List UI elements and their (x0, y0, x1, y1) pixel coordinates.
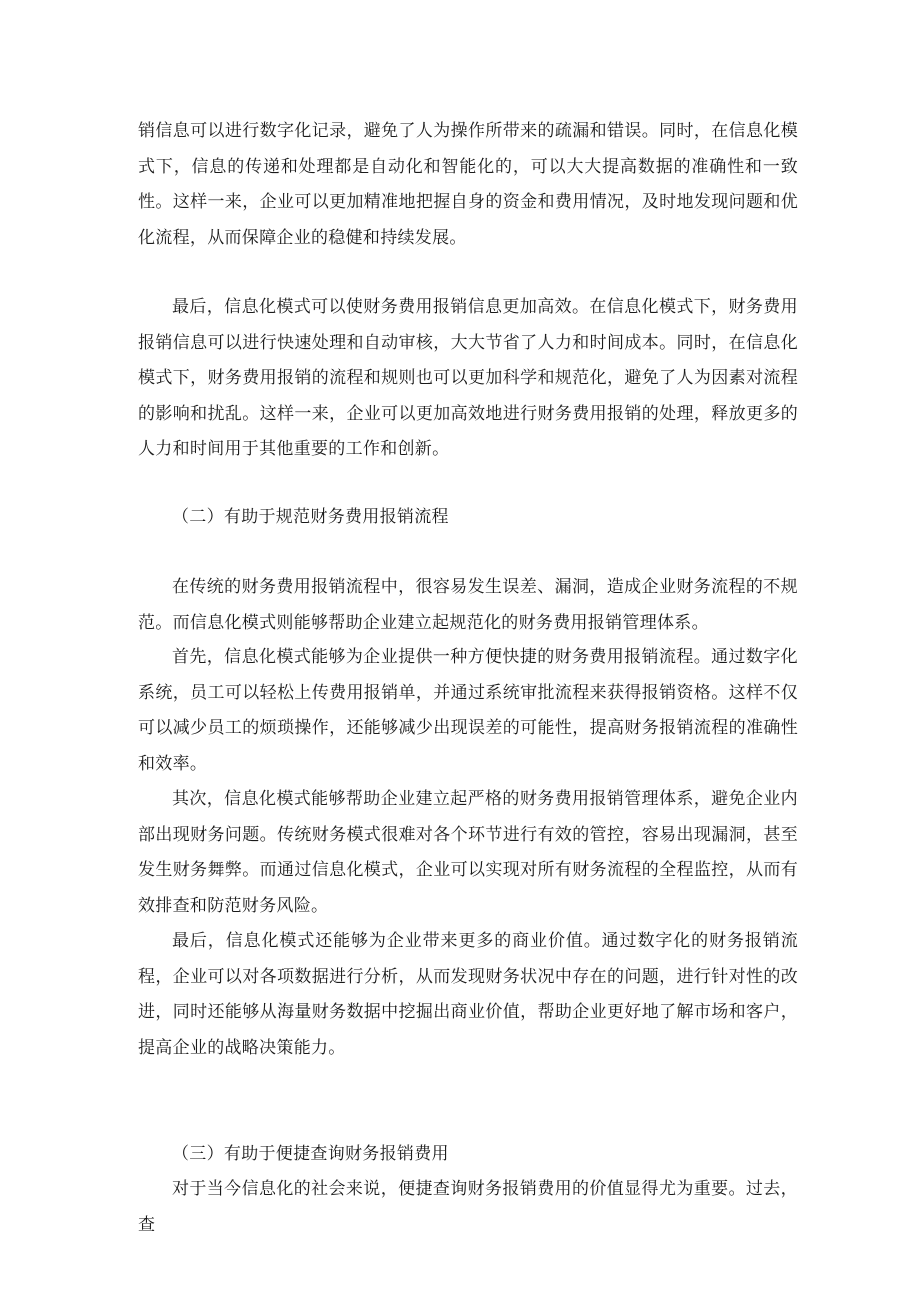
paragraph-traditional-process: 在传统的财务费用报销流程中，很容易发生误差、漏洞，造成企业财务流程的不规范。而信息化模式则能够帮助企业建立起规范化的财务费用报销管理体系。 (138, 577, 798, 633)
paragraph-efficiency: 最后，信息化模式可以使财务费用报销信息更加高效。在信息化模式下，财务费用报销信息可以进行快速处理和自动审核，大大节省了人力和时间成本。同时，在信息化模式下，财务费用报销的流程和规则也可以更加科学和规范化，避免了人为因素对流程的影响和扰乱。这样一来，企业可以更加高效地进行财务费用报销的处理，释放更多的人力和时间用于其他重要的工作和创新。 (138, 297, 798, 459)
section-heading-3: （三）有助于便捷查询财务报销费用 (172, 1144, 449, 1164)
paragraph-second-strict: 其次，信息化模式能够帮助企业建立起严格的财务费用报销管理体系，避免企业内部出现财务问题。传统财务模式很难对各个环节进行有效的管控，容易出现漏洞，甚至发生财务舞弊。而通过信息化模式，企业可以实现对所有财务流程的全程监控，从而有效排查和防范财务风险。 (138, 789, 798, 916)
paragraph-query-intro: 对于当今信息化的社会来说，便捷查询财务报销费用的价值显得尤为重要。过去，查 (138, 1179, 798, 1235)
paragraph-first-convenient: 首先，信息化模式能够为企业提供一种方便快捷的财务费用报销流程。通过数字化系统，员工可以轻松上传费用报销单，并通过系统审批流程来获得报销资格。这样不仅可以减少员工的烦琐操作，还能够减少出现误差的可能性，提高财务报销流程的准确性和效率。 (138, 647, 798, 774)
paragraph-continued-intro: 销信息可以进行数字化记录，避免了人为操作所带来的疏漏和错误。同时，在信息化模式下，信息的传递和处理都是自动化和智能化的，可以大大提高数据的准确性和一致性。这样一来，企业可以更加精准地把握自身的资金和费用情况，及时地发现问题和优化流程，从而保障企业的稳健和持续发展。 (138, 121, 798, 248)
paragraph-finally-value: 最后，信息化模式还能够为企业带来更多的商业价值。通过数字化的财务报销流程，企业可以对各项数据进行分析，从而发现财务状况中存在的问题，进行针对性的改进，同时还能够从海量财务数据中挖掘出商业价值，帮助企业更好地了解市场和客户，提高企业的战略决策能力。 (138, 931, 798, 1058)
section-heading-2: （二）有助于规范财务费用报销流程 (172, 507, 449, 527)
